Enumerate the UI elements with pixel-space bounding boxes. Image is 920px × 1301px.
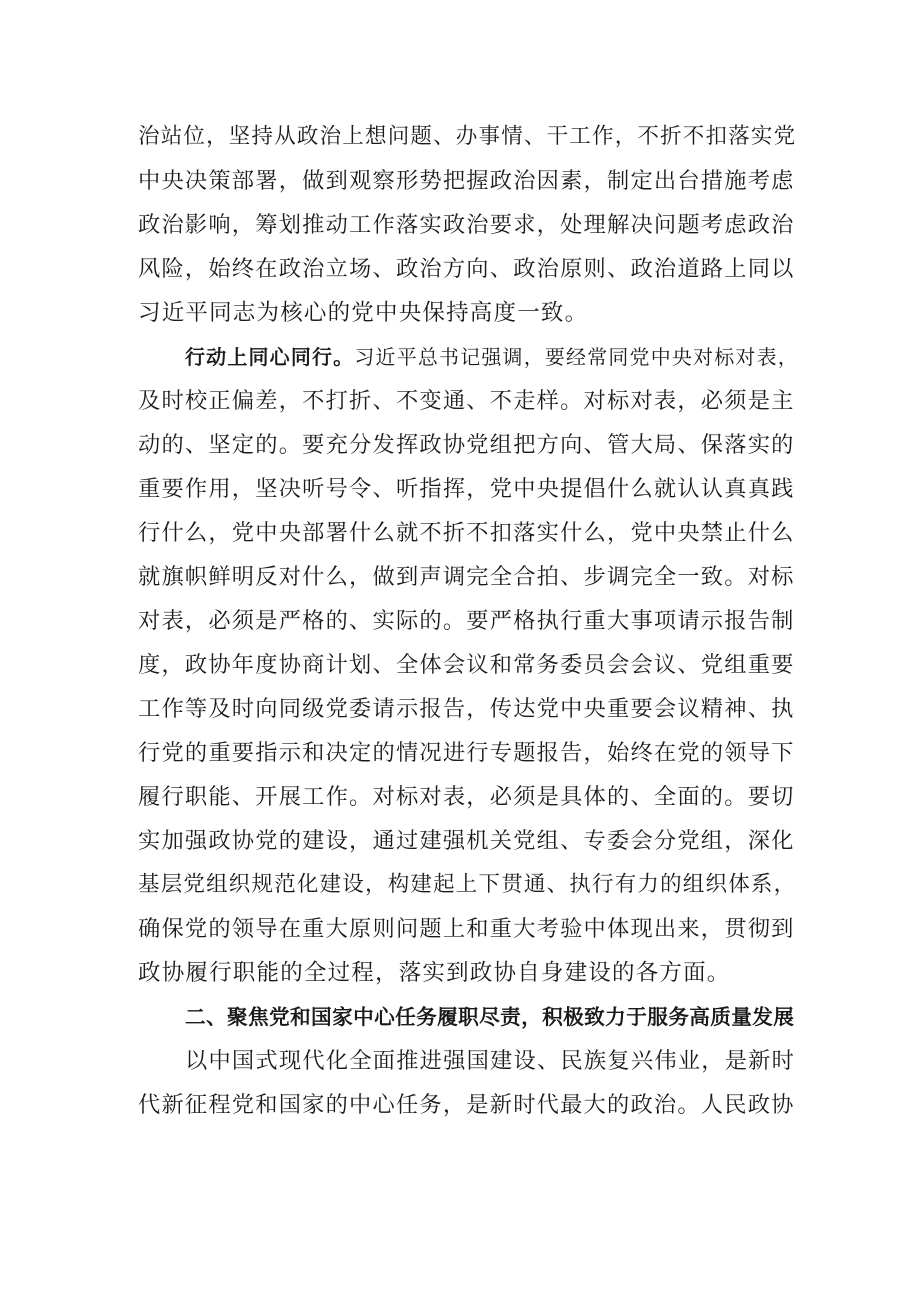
paragraph-1-line: 风险，始终在政治立场、政治方向、政治原则、政治道路上同以 xyxy=(138,256,795,282)
paragraph-1-line: 中央决策部署，做到观察形势把握政治因素，制定出台措施考虑 xyxy=(138,168,795,194)
paragraph-1-line: 治站位，坚持从政治上想问题、办事情、干工作，不折不扣落实党 xyxy=(138,124,797,149)
paragraph-2-line: 工作等及时向同级党委请示报告，传达党中央重要会议精神、执 xyxy=(138,696,795,722)
paragraph-2-line: 度，政协年度协商计划、全体会议和常务委员会会议、党组重要 xyxy=(138,652,795,678)
paragraph-2-line: 行什么，党中央部署什么就不折不扣落实什么，党中央禁止什么 xyxy=(138,520,795,546)
paragraph-3-line: 代新征程党和国家的中心任务，是新时代最大的政治。人民政协 xyxy=(138,1092,795,1118)
section-heading: 二、聚焦党和国家中心任务履职尽责，积极致力于服务高质量发展 xyxy=(185,1005,795,1029)
paragraph-1-line: 政治影响，筹划推动工作落实政治要求，处理解决问题考虑政治 xyxy=(138,212,795,238)
paragraph-2-line: 对表，必须是严格的、实际的。要严格执行重大事项请示报告制 xyxy=(138,608,795,634)
paragraph-2-line: 政协履行职能的全过程，落实到政协自身建设的各方面。 xyxy=(138,960,731,986)
paragraph-2-line: 行党的重要指示和决定的情况进行专题报告，始终在党的领导下 xyxy=(138,740,795,766)
paragraph-3-first-line: 以中国式现代化全面推进强国建设、民族复兴伟业，是新时 xyxy=(185,1048,796,1074)
paragraph-2-first-line-rest: 习近平总书记强调，要经常同党中央对标对表， xyxy=(354,345,799,369)
paragraph-2-line: 重要作用，坚决听号令、听指挥，党中央提倡什么就认认真真践 xyxy=(138,476,795,502)
paragraph-2-lead: 行动上同心同行。 xyxy=(185,345,355,369)
paragraph-2-first-line xyxy=(185,335,798,379)
paragraph-2-line: 动的、坚定的。要充分发挥政协党组把方向、管大局、保落实的 xyxy=(138,432,795,458)
paragraph-2-line: 确保党的领导在重大原则问题上和重大考验中体现出来，贯彻到 xyxy=(138,916,795,942)
paragraph-2-line: 履行职能、开展工作。对标对表，必须是具体的、全面的。要切 xyxy=(138,784,795,810)
paragraph-2-line: 实加强政协党的建设，通过建强机关党组、专委会分党组，深化 xyxy=(138,828,795,854)
paragraph-2-line: 基层党组织规范化建设，构建起上下贯通、执行有力的组织体系， xyxy=(138,872,797,897)
paragraph-1-line: 习近平同志为核心的党中央保持高度一致。 xyxy=(138,300,589,326)
paragraph-2-line: 就旗帜鲜明反对什么，做到声调完全合拍、步调完全一致。对标 xyxy=(138,564,795,590)
paragraph-2-line: 及时校正偏差，不打折、不变通、不走样。对标对表，必须是主 xyxy=(138,388,795,414)
